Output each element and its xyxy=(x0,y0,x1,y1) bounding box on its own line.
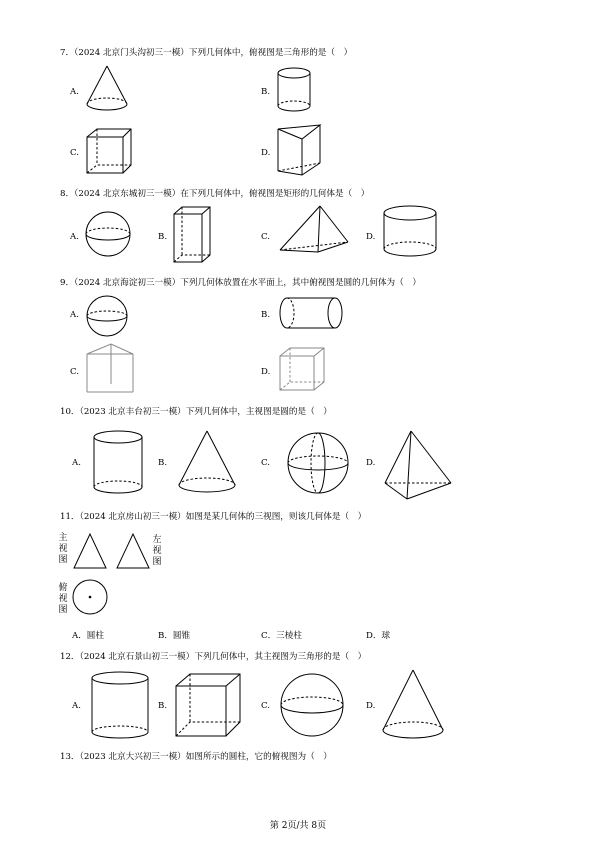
q12-sphere-figure xyxy=(279,672,347,740)
q12-cylinder-figure xyxy=(90,670,152,742)
question-10-stem: 10．（2023 北京丰台初三一模）下列几何体中，主视图是圆的是（ ） xyxy=(60,407,332,417)
left-view-label: 左 视 图 xyxy=(152,535,162,567)
q8-option-a-label: A. xyxy=(70,232,79,242)
q10-option-d-label: D. xyxy=(366,458,376,468)
q11-answer-d: D．球 xyxy=(366,631,391,641)
q8-option-d-label: D. xyxy=(366,232,376,242)
q10-option-a-label: A. xyxy=(72,458,81,468)
q8-triangular-pyramid-figure xyxy=(278,204,350,256)
top-view-circle xyxy=(72,579,112,619)
q10-cylinder-figure xyxy=(92,429,148,497)
q12-cone-figure xyxy=(381,668,447,746)
q7-option-c-label: C. xyxy=(70,148,80,158)
q7-cylinder-figure xyxy=(276,66,316,120)
front-view-triangle xyxy=(72,532,112,572)
q9-option-c-label: C. xyxy=(70,367,80,377)
question-8-stem: 8．（2024 北京东城初三一模）在下列几何体中，俯视图是矩形的几何体是（ ） xyxy=(60,189,370,199)
q8-sphere-figure xyxy=(84,208,134,260)
front-view-label: 主 视 图 xyxy=(58,533,68,565)
q10-option-c-label: C. xyxy=(261,458,271,468)
question-12-stem: 12．（2024 北京石景山初三一模）下列几何体中，其主视图为三角形的是（ ） xyxy=(60,652,367,662)
question-9-stem: 9．（2024 北京海淀初三一模）下列几何体放置在水平面上，其中俯视图是圆的几何体为（ ） xyxy=(60,278,421,288)
q7-cone-figure xyxy=(82,64,132,120)
q9-option-b-label: B. xyxy=(261,310,271,320)
q10-option-b-label: B. xyxy=(158,458,168,468)
question-13-stem: 13．（2023 北京大兴初三一模）如图所示的圆柱，它的俯视图为（ ） xyxy=(60,752,332,762)
q7-option-a-label: A. xyxy=(70,87,79,97)
question-7-stem: 7．（2024 北京门头沟初三一模）下列几何体中，俯视图是三角形的是（ ） xyxy=(60,48,353,58)
q7-option-d-label: D. xyxy=(261,148,271,158)
left-view-triangle xyxy=(115,532,155,572)
q8-option-c-label: C. xyxy=(261,232,271,242)
q9-option-d-label: D. xyxy=(261,367,271,377)
q12-option-b-label: B. xyxy=(158,701,168,711)
top-view-label: 俯 视 图 xyxy=(58,583,68,615)
question-11-stem: 11．（2024 北京房山初三一模）如图是某几何体的三视图，则该几何体是（ ） xyxy=(60,512,367,522)
q7-option-b-label: B. xyxy=(261,87,271,97)
q12-option-a-label: A. xyxy=(72,701,81,711)
q10-sphere-figure xyxy=(286,431,352,497)
q12-option-c-label: C. xyxy=(261,701,271,711)
q8-rectangular-prism-figure xyxy=(172,205,214,265)
q8-cylinder-figure xyxy=(382,204,440,262)
q8-option-b-label: B. xyxy=(158,232,168,242)
q9-option-a-label: A. xyxy=(70,310,79,320)
page-footer: 第 2页/共 8页 xyxy=(269,821,327,831)
q9-sphere-figure xyxy=(85,295,133,339)
q7-cube-figure xyxy=(85,127,135,177)
q11-answer-b: B．圆锥 xyxy=(158,631,191,641)
q7-triangular-prism-figure xyxy=(276,123,324,179)
q9-horizontal-cylinder-figure xyxy=(277,296,345,334)
q9-triangular-prism-figure xyxy=(85,342,137,396)
q12-cube-figure xyxy=(174,672,246,740)
q12-option-d-label: D. xyxy=(366,701,376,711)
q10-triangular-pyramid-figure xyxy=(383,429,457,503)
q11-answer-a: A．圆柱 xyxy=(72,631,104,641)
q11-answer-c: C．三棱柱 xyxy=(261,631,302,641)
q9-cube-figure xyxy=(278,346,328,394)
q10-cone-figure xyxy=(177,429,241,497)
